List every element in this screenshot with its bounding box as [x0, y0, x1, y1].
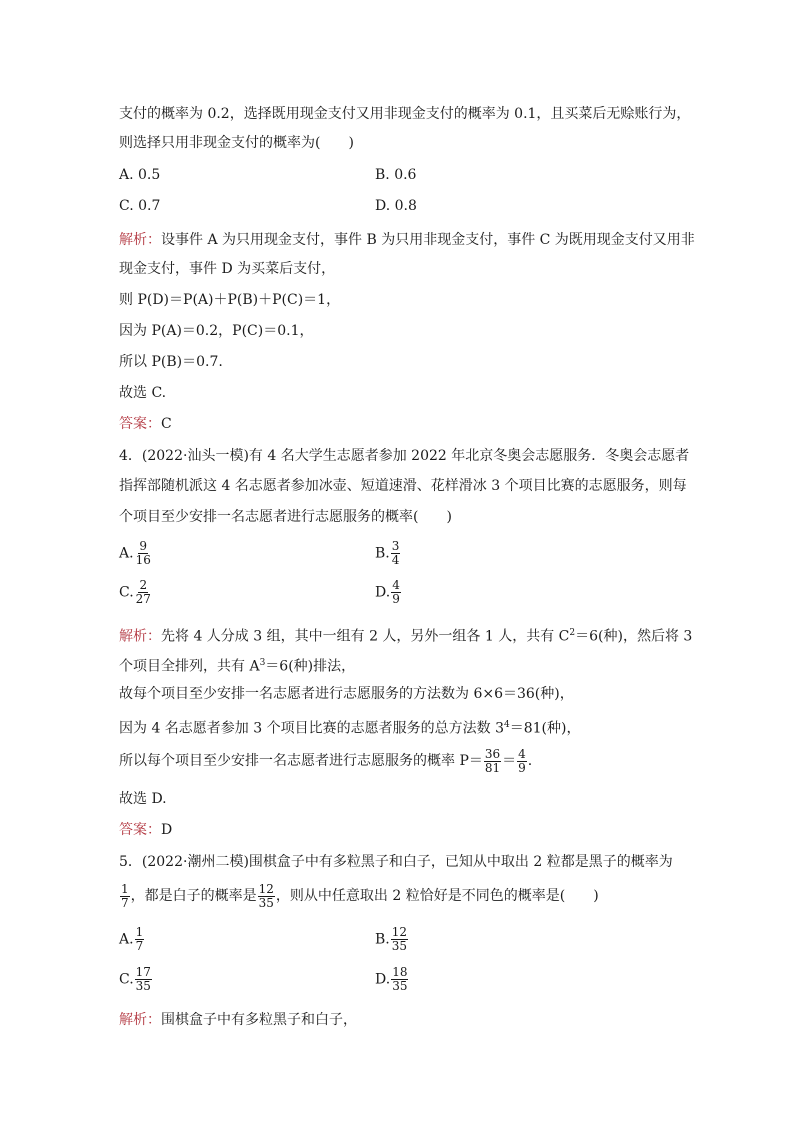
q4-option-d	[375, 579, 402, 606]
option-letter: C.	[119, 584, 134, 601]
q3-option-b: B. 0.6	[375, 167, 417, 183]
option-letter: B.	[375, 545, 390, 562]
stem-text: ，都是白子的概率是	[130, 888, 257, 904]
option-letter: A.	[119, 545, 134, 562]
q4-stem-line2: 指挥部随机派这 4 名志愿者参加冰壶、短道速滑、花样滑冰 3 个项目比赛的志愿服务，则每	[119, 478, 687, 494]
q5-analysis-line1	[119, 1010, 357, 1030]
q3-option-c: C. 0.7	[119, 198, 161, 214]
superscript: 4	[503, 720, 510, 730]
q3-option-d: D. 0.8	[375, 198, 417, 214]
q4-answer	[119, 820, 172, 840]
analysis-text: ＝81(种)，	[509, 720, 581, 737]
analysis-text: 围棋盒子中有多粒黑子和白子，	[161, 1012, 357, 1028]
q4-analysis-line5	[119, 746, 532, 776]
q4-conclusion: 故选 D.	[119, 791, 167, 807]
fraction: $\frac{4}{9}$	[518, 746, 526, 775]
analysis-label: 解析：	[119, 232, 161, 248]
option-letter: B.	[375, 931, 390, 948]
q3-analysis-line5: 所以 P(B)＝0.7.	[119, 354, 223, 370]
q5-stem-line2	[119, 880, 599, 912]
analysis-label: 解析：	[119, 1012, 161, 1028]
q4-analysis-line4	[119, 715, 580, 739]
superscript: 3	[259, 658, 266, 668]
analysis-text: 设事件 A 为只用现金支付，事件 B 为只用非现金支付，事件 C 为既用现金支付又用非	[161, 232, 695, 248]
answer-value: C	[161, 416, 172, 432]
option-fraction: $\frac{1}{7}$	[135, 925, 144, 953]
option-letter: D.	[375, 971, 391, 988]
analysis-text: ＝6(种)排法，	[265, 658, 356, 675]
answer-label: 答案：	[119, 822, 161, 838]
option-fraction: $\frac{17}{35}$	[135, 965, 151, 993]
q4-option-b	[375, 540, 401, 567]
fraction: $\frac{36}{81}$	[484, 746, 501, 775]
option-letter: C.	[119, 971, 134, 988]
q5-option-b	[375, 926, 409, 953]
option-fraction: $\frac{9}{16}$	[135, 539, 151, 567]
q4-analysis-line3: 故每个项目至少安排一名志愿者进行志愿服务的方法数为 6×6＝36(种)，	[119, 686, 574, 702]
equals-sign: ＝	[502, 753, 517, 769]
q5-stem-line1: 5．(2022·潮州二模)围棋盒子中有多粒黑子和白子，已知从中取出 2 粒都是黑子的概率为	[119, 854, 673, 870]
q5-option-a	[119, 926, 145, 953]
stem-text: ，则从中任意取出 2 粒恰好是不同色的概率是( )	[275, 888, 599, 904]
analysis-text: ＝6(种)，然后将 3	[575, 628, 693, 645]
answer-label: 答案：	[119, 416, 161, 432]
q3-analysis-line4: 因为 P(A)＝0.2，P(C)＝0.1，	[119, 323, 314, 339]
q4-analysis-line2	[119, 653, 355, 677]
q3-stem-line1: 支付的概率为 0.2，选择既用现金支付又用非现金支付的概率为 0.1，且买菜后无赊账行为，	[119, 106, 691, 122]
q3-conclusion: 故选 C.	[119, 385, 167, 401]
option-fraction: $\frac{4}{9}$	[392, 578, 400, 606]
q4-analysis-line1	[119, 623, 692, 647]
q3-option-a: A. 0.5	[119, 167, 161, 183]
analysis-text: 因为 4 名志愿者参加 3 个项目比赛的志愿者服务的总方法数 3	[119, 720, 504, 737]
period: .	[527, 753, 533, 769]
q4-option-c	[119, 579, 153, 606]
fraction: $\frac{1}{7}$	[121, 881, 129, 910]
analysis-text: 所以每个项目至少安排一名志愿者进行志愿服务的概率 P＝	[119, 753, 483, 769]
answer-value: D	[161, 822, 173, 838]
option-letter: D.	[375, 584, 391, 601]
q3-answer	[119, 414, 172, 434]
analysis-label: 解析：	[119, 628, 161, 645]
q4-stem-line3: 个项目至少安排一名志愿者进行志愿服务的概率( )	[119, 509, 452, 525]
q4-option-a	[119, 540, 153, 567]
option-letter: A.	[119, 931, 134, 948]
q5-option-c	[119, 966, 153, 993]
fraction: $\frac{12}{35}$	[258, 881, 274, 910]
analysis-text: 先将 4 人分成 3 组，其中一组有 2 人，另外一组各 1 人，共有 C	[161, 628, 570, 645]
option-fraction: $\frac{2}{27}$	[135, 578, 151, 606]
q3-analysis-line3: 则 P(D)＝P(A)＋P(B)＋P(C)＝1，	[119, 292, 341, 308]
q3-analysis-line1	[119, 230, 695, 250]
analysis-text: 个项目全排列，共有 A	[119, 658, 260, 675]
option-fraction: $\frac{18}{35}$	[392, 965, 408, 993]
option-fraction: $\frac{3}{4}$	[391, 539, 400, 567]
option-fraction: $\frac{12}{35}$	[391, 925, 408, 953]
superscript: 2	[569, 628, 576, 638]
q5-option-d	[375, 966, 409, 993]
q3-analysis-line2: 现金支付，事件 D 为买菜后支付，	[119, 261, 336, 277]
q3-stem-line2: 则选择只用非现金支付的概率为( )	[119, 135, 354, 151]
q4-stem-line1: 4．(2022·汕头一模)有 4 名大学生志愿者参加 2022 年北京冬奥会志愿服务．冬奥会志愿者	[119, 448, 690, 464]
